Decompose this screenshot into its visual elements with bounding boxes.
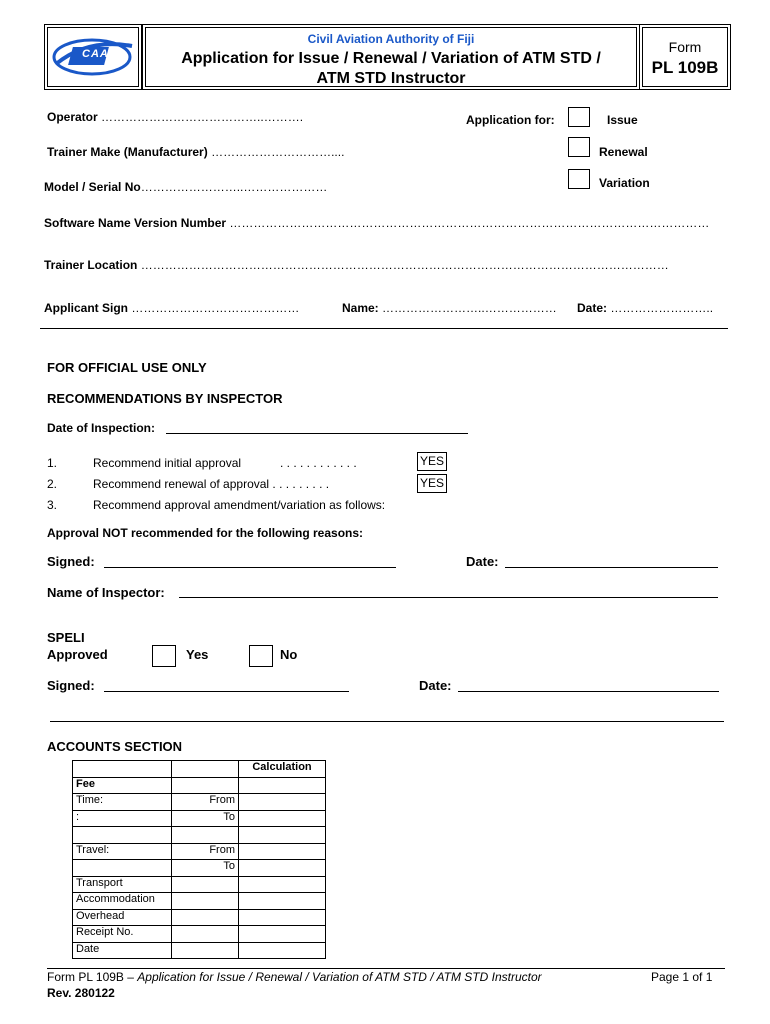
operator-label: Operator bbox=[47, 110, 98, 124]
variation-label: Variation bbox=[599, 176, 650, 190]
issue-label: Issue bbox=[607, 113, 638, 127]
speli-yes-label: Yes bbox=[186, 647, 209, 662]
date-of-inspection-label: Date of Inspection: bbox=[47, 421, 156, 435]
rec-item-1-text: Recommend initial approval bbox=[93, 456, 242, 470]
rec-item-1-dots: . . . . . . . . . . . . bbox=[280, 456, 357, 470]
calculation-cell[interactable] bbox=[239, 893, 326, 910]
software-label: Software Name Version Number bbox=[44, 216, 227, 230]
applicant-sign-input[interactable]: …………………………………… bbox=[131, 301, 300, 315]
row-label: Fee bbox=[73, 777, 172, 794]
date-row bbox=[577, 301, 713, 315]
logo-text: CAAF bbox=[82, 48, 117, 60]
trainer-make-label: Trainer Make (Manufacturer) bbox=[47, 145, 208, 159]
speli-no-checkbox[interactable] bbox=[249, 645, 273, 667]
official-use-heading: FOR OFFICIAL USE ONLY bbox=[47, 360, 207, 375]
renewal-checkbox[interactable] bbox=[568, 137, 590, 157]
name-row bbox=[342, 301, 557, 315]
row-label bbox=[73, 860, 172, 877]
speli-yes-checkbox[interactable] bbox=[152, 645, 176, 667]
rec-item-1-yes-box[interactable]: YES bbox=[417, 452, 447, 471]
calculation-cell[interactable] bbox=[239, 876, 326, 893]
speli-date-line[interactable] bbox=[458, 691, 719, 692]
calculation-cell[interactable] bbox=[239, 794, 326, 811]
not-recommended-label: Approval NOT recommended for the following reasons: bbox=[47, 526, 364, 540]
calculation-cell[interactable] bbox=[239, 909, 326, 926]
row-label bbox=[73, 827, 172, 844]
row-sublabel bbox=[172, 926, 239, 943]
name-label: Name: bbox=[342, 301, 379, 315]
footer-rule bbox=[47, 968, 725, 969]
calculation-cell[interactable] bbox=[239, 810, 326, 827]
speli-signed-label: Signed: bbox=[47, 678, 95, 693]
rec-item-1-num: 1. bbox=[47, 456, 58, 470]
trainer-make-row bbox=[47, 145, 344, 159]
date-label: Date: bbox=[577, 301, 608, 315]
row-sublabel: To bbox=[172, 860, 239, 877]
operator-input[interactable]: …………………………………..………. bbox=[101, 110, 304, 124]
title-box bbox=[145, 27, 637, 87]
row-sublabel bbox=[172, 942, 239, 959]
row-label: Overhead bbox=[73, 909, 172, 926]
rec-item-3-num: 3. bbox=[47, 498, 58, 512]
model-row bbox=[44, 180, 327, 194]
table-row bbox=[73, 876, 326, 893]
calculation-cell[interactable] bbox=[239, 827, 326, 844]
date-of-inspection-line[interactable] bbox=[166, 433, 468, 434]
name-of-inspector-label: Name of Inspector: bbox=[47, 585, 165, 600]
row-sublabel bbox=[172, 909, 239, 926]
approved-label: Approved bbox=[47, 647, 108, 662]
rec-item-2-text: Recommend renewal of approval . . . . . . . . . bbox=[93, 477, 330, 491]
row-label: Receipt No. bbox=[73, 926, 172, 943]
rec-item-2-yes-box[interactable]: YES bbox=[417, 474, 447, 493]
table-row bbox=[73, 827, 326, 844]
speli-no-label: No bbox=[280, 647, 298, 662]
software-row bbox=[44, 216, 726, 230]
location-row bbox=[44, 258, 726, 272]
applicant-sign-label: Applicant Sign bbox=[44, 301, 128, 315]
location-input[interactable]: …………………………………………………………………………………………………………………… bbox=[140, 258, 669, 272]
form-number: PL 109B bbox=[651, 58, 719, 77]
table-row bbox=[73, 777, 326, 794]
table-row bbox=[73, 794, 326, 811]
speli-signed-line[interactable] bbox=[104, 691, 349, 692]
rec-item-2-num: 2. bbox=[47, 477, 58, 491]
row-label: Time: bbox=[73, 794, 172, 811]
date-input[interactable]: …………………….. bbox=[610, 301, 714, 315]
rec-item-3-text: Recommend approval amendment/variation as follows: bbox=[93, 498, 386, 512]
row-sublabel bbox=[172, 893, 239, 910]
row-label: Date bbox=[73, 942, 172, 959]
model-label: Model / Serial No bbox=[44, 180, 141, 194]
calculation-cell[interactable] bbox=[239, 843, 326, 860]
issue-checkbox[interactable] bbox=[568, 107, 590, 127]
model-input[interactable]: ……………………..………………… bbox=[140, 180, 328, 194]
row-sublabel bbox=[172, 777, 239, 794]
speli-date-label: Date: bbox=[419, 678, 452, 693]
table-row bbox=[73, 860, 326, 877]
name-of-inspector-line[interactable] bbox=[179, 597, 718, 598]
section-divider bbox=[40, 328, 728, 329]
inspection-date-line[interactable] bbox=[505, 567, 718, 568]
row-label: : bbox=[73, 810, 172, 827]
form-title-line2: ATM STD Instructor bbox=[316, 70, 466, 87]
application-for-label: Application for: bbox=[466, 113, 555, 127]
accounts-table bbox=[72, 760, 326, 959]
calculation-cell[interactable] bbox=[239, 942, 326, 959]
row-label: Transport bbox=[73, 876, 172, 893]
row-sublabel: From bbox=[172, 794, 239, 811]
variation-checkbox[interactable] bbox=[568, 169, 590, 189]
authority-name: Civil Aviation Authority of Fiji bbox=[307, 32, 475, 46]
row-sublabel bbox=[172, 876, 239, 893]
signed-label: Signed: bbox=[47, 554, 95, 569]
table-row bbox=[73, 942, 326, 959]
logo-box bbox=[47, 27, 139, 87]
page-number: Page 1 of 1 bbox=[651, 970, 713, 984]
table-row bbox=[73, 926, 326, 943]
row-sublabel bbox=[172, 827, 239, 844]
table-row bbox=[73, 909, 326, 926]
table-row bbox=[73, 843, 326, 860]
recommendations-heading: RECOMMENDATIONS BY INSPECTOR bbox=[47, 391, 283, 406]
table-row bbox=[73, 893, 326, 910]
trainer-make-input[interactable]: ………………………….... bbox=[211, 145, 345, 159]
footer-title bbox=[47, 970, 542, 984]
form-label: Form bbox=[668, 39, 702, 55]
row-sublabel: To bbox=[172, 810, 239, 827]
accounts-heading: ACCOUNTS SECTION bbox=[47, 739, 183, 754]
table-header-row bbox=[73, 761, 326, 778]
revision: Rev. 280122 bbox=[47, 986, 115, 1000]
form-title-line1: Application for Issue / Renewal / Variation of ATM STD / bbox=[181, 50, 601, 67]
renewal-label: Renewal bbox=[599, 145, 648, 159]
software-input[interactable]: ………………………………………………………………………………………………………… bbox=[229, 216, 710, 230]
row-label: Travel: bbox=[73, 843, 172, 860]
calculation-header: Calculation bbox=[239, 761, 326, 778]
name-input[interactable]: ……………………..……………… bbox=[382, 301, 557, 315]
location-label: Trainer Location bbox=[44, 258, 138, 272]
footer-form-title: Application for Issue / Renewal / Variation of ATM STD / ATM STD Instructor bbox=[137, 970, 542, 984]
signed-line[interactable] bbox=[104, 567, 396, 568]
operator-row bbox=[47, 110, 303, 124]
calculation-cell[interactable] bbox=[239, 860, 326, 877]
row-sublabel: From bbox=[172, 843, 239, 860]
table-row bbox=[73, 810, 326, 827]
footer-prefix: Form PL 109B – bbox=[47, 970, 138, 984]
form-number-box bbox=[642, 27, 728, 87]
row-label: Accommodation bbox=[73, 893, 172, 910]
date-of-inspection-row bbox=[47, 421, 155, 435]
calculation-cell[interactable] bbox=[239, 777, 326, 794]
calculation-cell[interactable] bbox=[239, 926, 326, 943]
inspection-date-label: Date: bbox=[466, 554, 499, 569]
full-width-line bbox=[50, 721, 724, 722]
speli-label: SPELI bbox=[47, 630, 85, 645]
applicant-sign-row bbox=[44, 301, 299, 315]
